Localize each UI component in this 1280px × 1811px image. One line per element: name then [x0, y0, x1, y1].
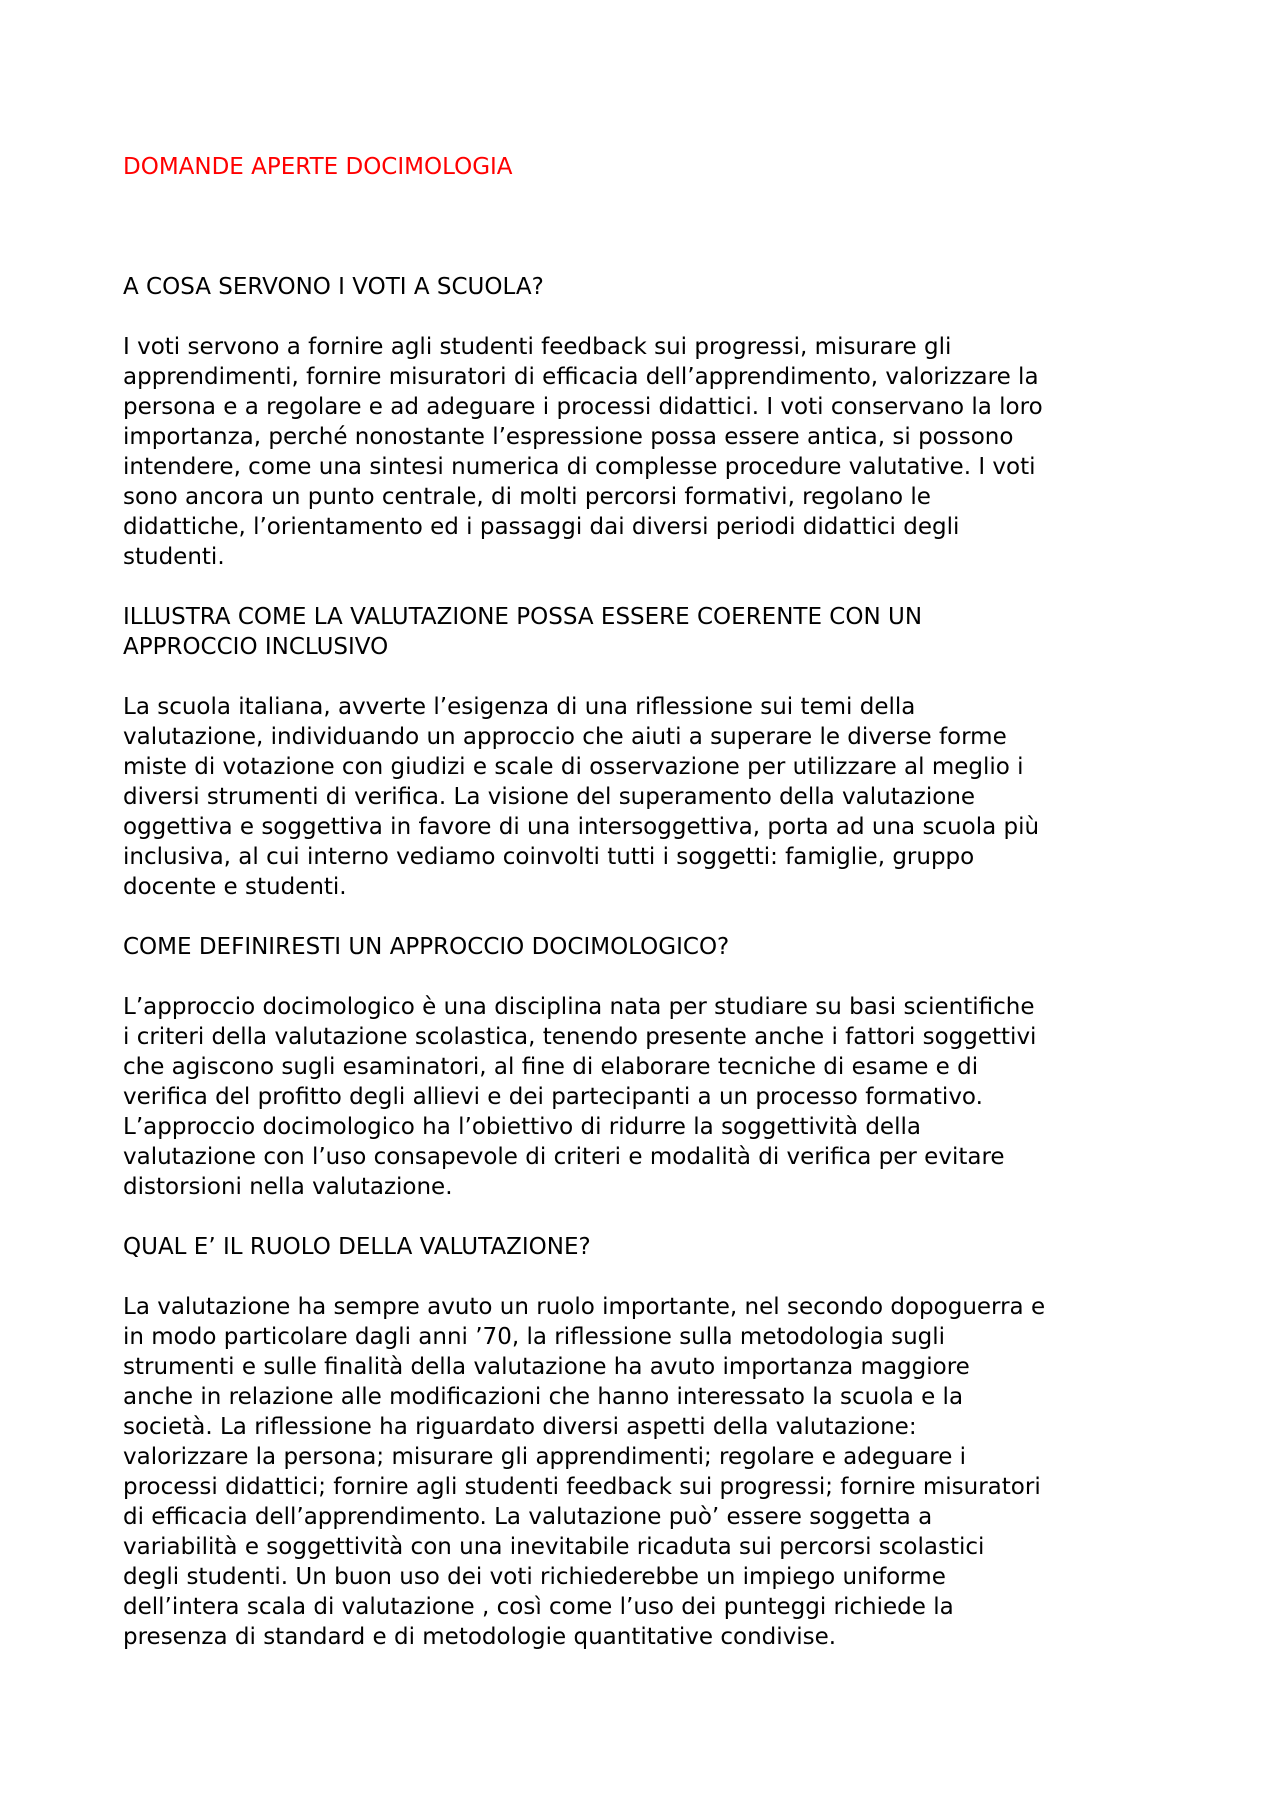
question-heading [123, 932, 1183, 962]
answer-line: miste di votazione con giudizi e scale di osservazione per utilizzare al meglio i [123, 754, 1024, 780]
sections-container [123, 272, 1183, 1652]
spacer [123, 662, 1183, 692]
answer-line: studenti. [123, 544, 225, 570]
answer-paragraph [123, 1292, 1183, 1652]
spacer [123, 1202, 1183, 1232]
question-line: ILLUSTRA COME LA VALUTAZIONE POSSA ESSERE COERENTE CON UN [123, 604, 923, 630]
question-line: QUAL E’ IL RUOLO DELLA VALUTAZIONE? [123, 1234, 591, 1260]
answer-line: L’approccio docimologico è una disciplina nata per studiare su basi scientifiche [123, 994, 1035, 1020]
answer-line: presenza di standard e di metodologie quantitative condivise. [123, 1624, 837, 1650]
answer-line: apprendimenti, fornire misuratori di efficacia dell’apprendimento, valorizzare la [123, 364, 1039, 390]
answer-line: processi didattici; fornire agli studenti feedback sui progressi; fornire misuratori [123, 1474, 1041, 1500]
spacer [123, 182, 1183, 272]
question-line: COME DEFINIRESTI UN APPROCCIO DOCIMOLOGICO? [123, 934, 730, 960]
answer-line: intendere, come una sintesi numerica di complesse procedure valutative. I voti [123, 454, 1036, 480]
answer-line: La valutazione ha sempre avuto un ruolo importante, nel secondo dopoguerra e [123, 1294, 1046, 1320]
question-heading [123, 272, 1183, 302]
document-body [123, 152, 1183, 1652]
answer-paragraph [123, 332, 1183, 572]
answer-line: oggettiva e soggettiva in favore di una intersoggettiva, porta ad una scuola più [123, 814, 1040, 840]
answer-line: anche in relazione alle modificazioni che hanno interessato la scuola e la [123, 1384, 964, 1410]
answer-line: dell’intera scala di valutazione , così come l’uso dei punteggi richiede la [123, 1594, 954, 1620]
question-line: APPROCCIO INCLUSIVO [123, 634, 389, 660]
qa-section [123, 932, 1183, 1232]
answer-line: valorizzare la persona; misurare gli apprendimenti; regolare e adeguare i [123, 1444, 967, 1470]
answer-line: persona e a regolare e ad adeguare i processi didattici. I voti conservano la loro [123, 394, 1043, 420]
answer-line: importanza, perché nonostante l’espressione possa essere antica, si possono [123, 424, 1014, 450]
answer-line: variabilità e soggettività con una inevitabile ricaduta sui percorsi scolastici [123, 1534, 985, 1560]
answer-line: che agiscono sugli esaminatori, al fine di elaborare tecniche di esame e di [123, 1054, 979, 1080]
answer-line: degli studenti. Un buon uso dei voti richiederebbe un impiego uniforme [123, 1564, 946, 1590]
spacer [123, 962, 1183, 992]
answer-line: inclusiva, al cui interno vediamo coinvolti tutti i soggetti: famiglie, gruppo [123, 844, 975, 870]
answer-line: in modo particolare dagli anni ’70, la riflessione sulla metodologia sugli [123, 1324, 946, 1350]
answer-line: diversi strumenti di verifica. La visione del superamento della valutazione [123, 784, 976, 810]
answer-line: I voti servono a fornire agli studenti feedback sui progressi, misurare gli [123, 334, 952, 360]
spacer [123, 572, 1183, 602]
answer-line: società. La riflessione ha riguardato diversi aspetti della valutazione: [123, 1414, 917, 1440]
answer-line: valutazione, individuando un approccio che aiuti a superare le diverse forme [123, 724, 1007, 750]
answer-line: strumenti e sulle finalità della valutazione ha avuto importanza maggiore [123, 1354, 970, 1380]
answer-line: valutazione con l’uso consapevole di criteri e modalità di verifica per evitare [123, 1144, 1005, 1170]
document-title: DOMANDE APERTE DOCIMOLOGIA [123, 154, 513, 180]
answer-line: i criteri della valutazione scolastica, tenendo presente anche i fattori soggettivi [123, 1024, 1037, 1050]
answer-paragraph [123, 992, 1183, 1202]
answer-line: verifica del profitto degli allievi e dei partecipanti a un processo formativo. [123, 1084, 983, 1110]
answer-line: sono ancora un punto centrale, di molti percorsi formativi, regolano le [123, 484, 931, 510]
qa-section [123, 1232, 1183, 1652]
answer-line: di efficacia dell’apprendimento. La valutazione può’ essere soggetta a [123, 1504, 933, 1530]
question-heading [123, 1232, 1183, 1262]
spacer [123, 902, 1183, 932]
answer-line: distorsioni nella valutazione. [123, 1174, 453, 1200]
answer-line: La scuola italiana, avverte l’esigenza di una riflessione sui temi della [123, 694, 916, 720]
spacer [123, 302, 1183, 332]
qa-section [123, 602, 1183, 932]
answer-line: docente e studenti. [123, 874, 347, 900]
answer-paragraph [123, 692, 1183, 902]
answer-line: didattiche, l’orientamento ed i passaggi dai diversi periodi didattici degli [123, 514, 960, 540]
answer-line: L’approccio docimologico ha l’obiettivo di ridurre la soggettività della [123, 1114, 921, 1140]
question-line: A COSA SERVONO I VOTI A SCUOLA? [123, 274, 544, 300]
qa-section [123, 272, 1183, 602]
spacer [123, 1262, 1183, 1292]
question-heading [123, 602, 1183, 662]
